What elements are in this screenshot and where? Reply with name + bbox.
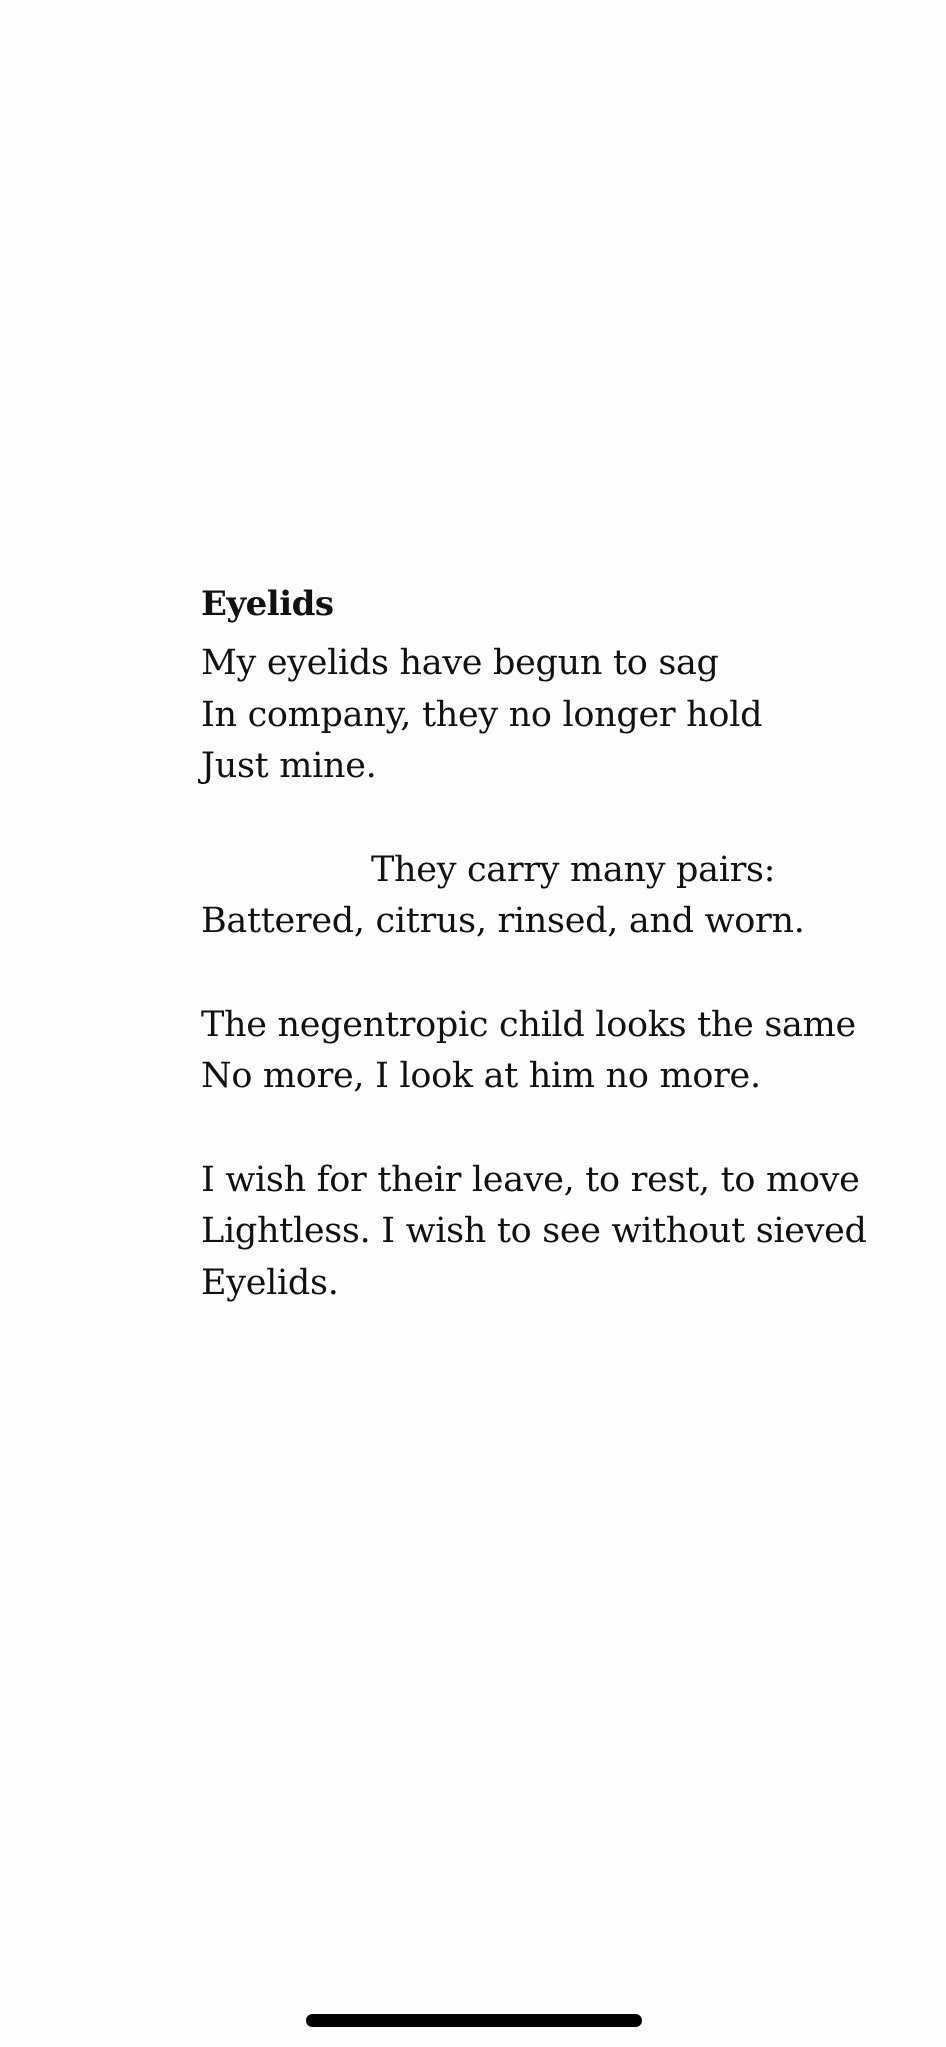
poem-line: The negentropic child looks the same bbox=[201, 1004, 856, 1045]
poem-line: Eyelids. bbox=[201, 1262, 339, 1303]
poem-title: Eyelids bbox=[201, 584, 334, 624]
poem-line: They carry many pairs: bbox=[371, 849, 776, 890]
stanza bbox=[201, 638, 901, 793]
poem-line: No more, I look at him no more. bbox=[201, 1056, 761, 1096]
poem-line: Just mine. bbox=[201, 746, 377, 786]
poem-line: In company, they no longer hold bbox=[201, 694, 763, 735]
poem-line: I wish for their leave, to rest, to move bbox=[201, 1159, 860, 1200]
poem bbox=[201, 578, 901, 1309]
poem-line: My eyelids have begun to sag bbox=[201, 643, 719, 683]
poem-line: Lightless. I wish to see without sieved bbox=[201, 1211, 867, 1251]
stanza bbox=[201, 1155, 901, 1310]
home-indicator[interactable] bbox=[306, 2014, 642, 2027]
poem-line: Battered, citrus, rinsed, and worn. bbox=[201, 901, 805, 941]
stanza bbox=[201, 845, 901, 948]
stanza bbox=[201, 1000, 901, 1103]
